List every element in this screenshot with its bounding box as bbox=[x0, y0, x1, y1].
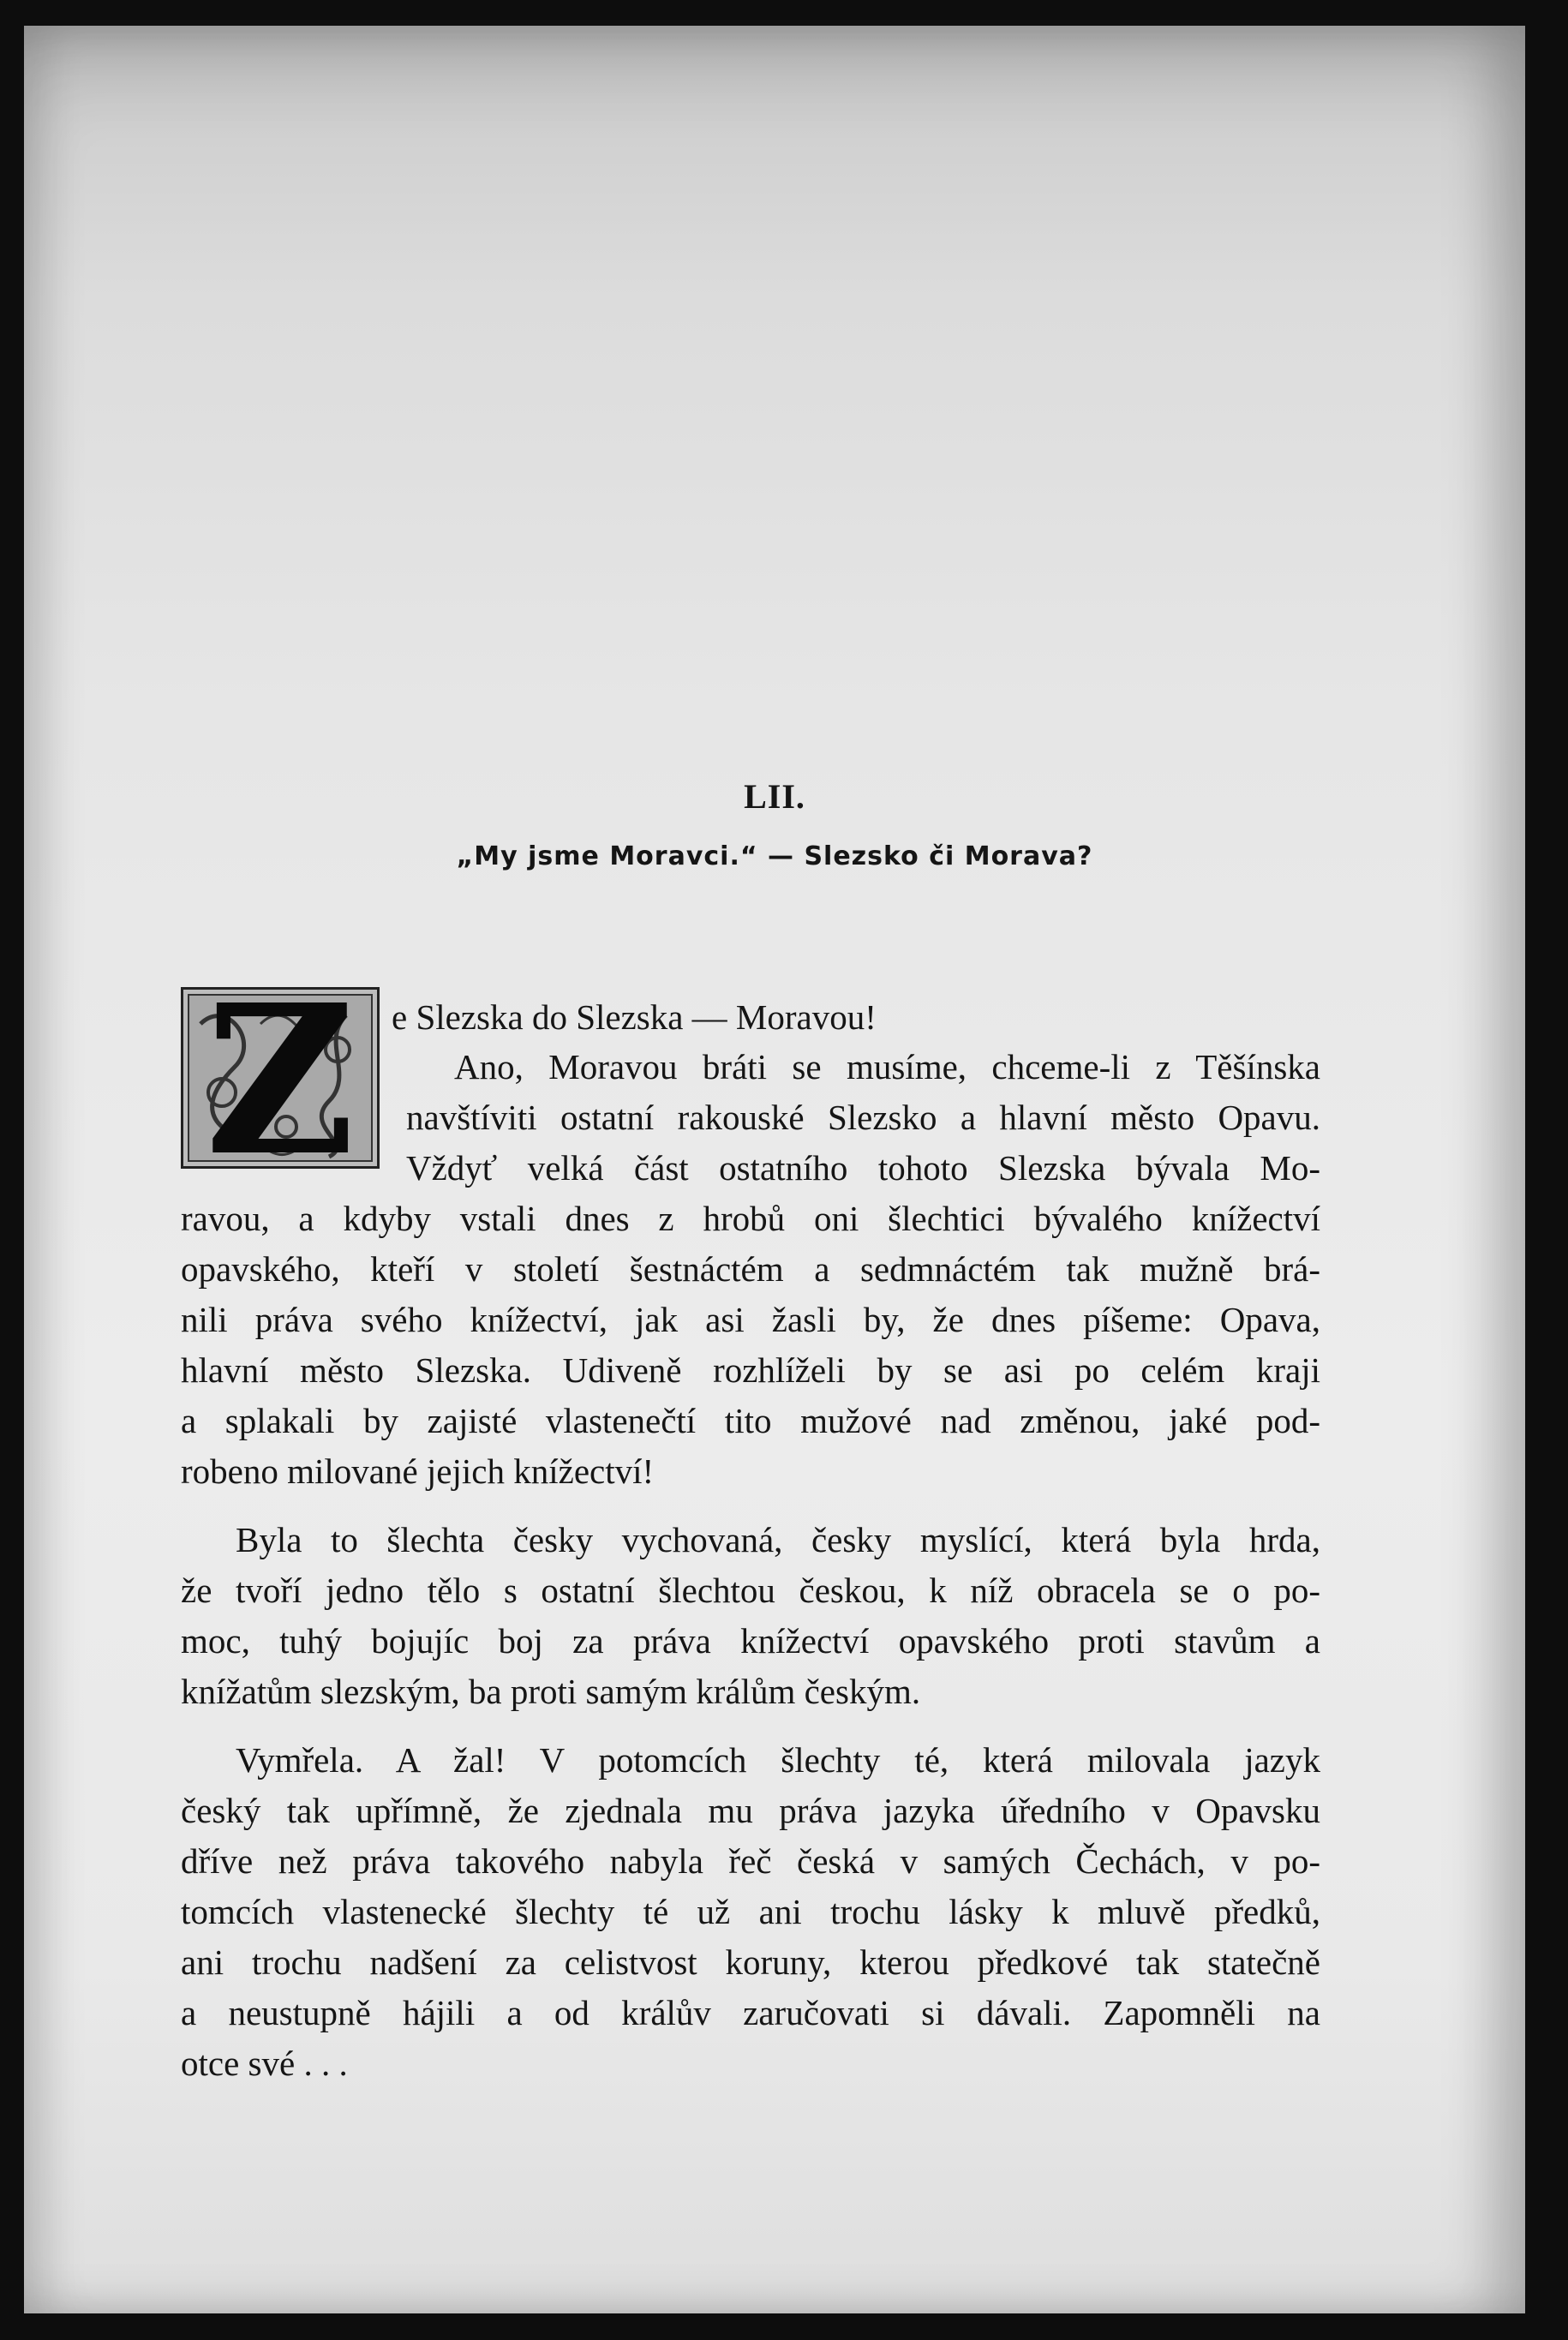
text-line: moc, tuhý bojujíc boj za práva knížectví opavského proti stavům a bbox=[181, 1621, 1320, 1661]
text-line: a splakali by zajisté vlastenečtí tito mužové nad změnou, jaké pod- bbox=[181, 1401, 1320, 1440]
text-line: Byla to šlechta česky vychovaná, česky myslící, která byla hrda, bbox=[236, 1520, 1320, 1559]
ornamental-dropcap bbox=[181, 987, 380, 1169]
text-line: nili práva svého knížectví, jak asi žasli by, že dnes píšeme: Opava, bbox=[181, 1300, 1320, 1339]
text-line: Vymřela. A žal! V potomcích šlechty té, která milovala jazyk bbox=[236, 1740, 1320, 1780]
text-line: e Slezska do Slezska — Moravou! bbox=[392, 997, 877, 1037]
text-line: český tak upřímně, že zjednala mu práva jazyka úředního v Opavsku bbox=[181, 1791, 1320, 1830]
dropcap-letter: Z bbox=[205, 990, 356, 1166]
text-line: opavského, kteří v století šestnáctém a sedmnáctém tak mužně brá- bbox=[181, 1249, 1320, 1289]
text-line: že tvoří jedno tělo s ostatní šlechtou českou, k níž obracela se o po- bbox=[181, 1571, 1320, 1610]
text-line: hlavní město Slezska. Udiveně rozhlíželi by se asi po celém kraji bbox=[181, 1350, 1320, 1390]
chapter-title: „My jsme Moravci.“ — Slezsko či Morava? bbox=[456, 841, 1093, 871]
text-line: Vždyť velká část ostatního tohoto Slezska bývala Mo- bbox=[406, 1148, 1320, 1188]
text-line: ravou, a kdyby vstali dnes z hrobů oni šlechtici bývalého knížectví bbox=[181, 1199, 1320, 1238]
text-line: knížatům slezským, ba proti samým králům českým. bbox=[181, 1672, 921, 1711]
text-line: Ano, Moravou bráti se musíme, chceme-li z Těšínska bbox=[454, 1047, 1320, 1086]
text-line: otce své . . . bbox=[181, 2044, 348, 2083]
text-line: dříve než práva takového nabyla řeč česká v samých Čechách, v po- bbox=[181, 1841, 1320, 1881]
text-line: tomcích vlastenecké šlechty té už ani trochu lásky k mluvě předků, bbox=[181, 1892, 1320, 1931]
text-line: navštíviti ostatní rakouské Slezsko a hlavní město Opavu. bbox=[406, 1098, 1320, 1137]
text-line: robeno milované jejich knížectví! bbox=[181, 1451, 655, 1491]
text-line: a neustupně hájili a od králův zaručovati si dávali. Zapomněli na bbox=[181, 1993, 1320, 2032]
book-page bbox=[24, 26, 1525, 2313]
chapter-number: LII. bbox=[744, 777, 805, 816]
text-line: ani trochu nadšení za celistvost koruny, kterou předkové tak statečně bbox=[181, 1942, 1320, 1982]
ornament-icon bbox=[183, 990, 377, 1166]
